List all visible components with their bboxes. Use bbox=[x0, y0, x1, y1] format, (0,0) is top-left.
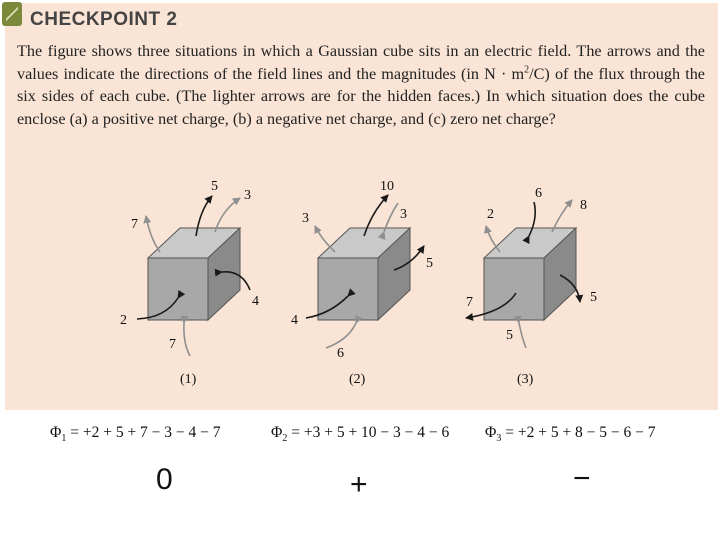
phi-index: 3 bbox=[496, 433, 502, 445]
phi-index: 2 bbox=[282, 433, 288, 445]
flux-label-2-top: 10 bbox=[380, 179, 394, 194]
flux-label-3-top: 6 bbox=[535, 186, 542, 201]
question-part-1: The figure shows three situations in which a Gaussian cube sits in an electric field. The arrows and the values indicate the directions of the field lines and the magnitudes (in N · m bbox=[17, 42, 705, 83]
phi-symbol: Φ bbox=[485, 424, 497, 441]
phi-symbol: Φ bbox=[271, 424, 283, 441]
equation-expression: = +2 + 5 + 8 − 5 − 6 − 7 bbox=[501, 424, 656, 441]
situation-1 bbox=[120, 179, 259, 387]
equation-expression: = +3 + 5 + 10 − 3 − 4 − 6 bbox=[287, 424, 450, 441]
flux-label-2-front: 4 bbox=[291, 313, 298, 328]
answer-situation-3: − bbox=[573, 462, 591, 495]
flux-label-2-right: 5 bbox=[426, 256, 433, 271]
flux-label-1-front: 2 bbox=[120, 313, 127, 328]
checkpoint-title: CHECKPOINT 2 bbox=[30, 9, 178, 30]
flux-label-1-bottom: 7 bbox=[169, 337, 176, 352]
flux-arrow-3-back-out bbox=[552, 200, 572, 232]
flux-arrow-2-bottom-in bbox=[326, 323, 356, 348]
equation-expression: = +2 + 5 + 7 − 3 − 4 − 7 bbox=[66, 424, 221, 441]
phi-symbol: Φ bbox=[50, 424, 62, 441]
flux-label-3-left: 2 bbox=[487, 207, 494, 222]
answer-situation-2: + bbox=[350, 468, 368, 501]
answer-situation-1: 0 bbox=[156, 463, 173, 496]
situation-3-caption: (3) bbox=[517, 372, 534, 387]
flux-equation-2 bbox=[271, 424, 449, 444]
flux-label-3-right: 5 bbox=[590, 290, 597, 305]
situation-2 bbox=[291, 179, 433, 387]
flux-equation-1 bbox=[50, 424, 221, 444]
flux-label-1-top: 5 bbox=[211, 179, 218, 194]
flux-label-1-back: 3 bbox=[244, 188, 251, 203]
cube-1-front bbox=[148, 258, 208, 320]
flux-arrow-1-left-out bbox=[146, 216, 160, 252]
question-part-2: /C) of the flux through the six sides of each cube. (The lighter arrows are for the hidden faces.) In which situation does the cube enclose (a) a positive net charge, (b) a negative net charge, and (c) zero net charge? bbox=[17, 64, 705, 128]
flux-label-1-right: 4 bbox=[252, 294, 259, 309]
situation-3 bbox=[466, 186, 597, 387]
flux-label-3-front: 7 bbox=[466, 295, 473, 310]
phi-index: 1 bbox=[61, 433, 67, 445]
situation-2-caption: (2) bbox=[349, 372, 366, 387]
flux-arrow-1-back-out bbox=[215, 198, 240, 232]
flux-label-2-left: 3 bbox=[302, 211, 309, 226]
flux-label-3-back: 8 bbox=[580, 198, 587, 213]
flux-label-1-left: 7 bbox=[131, 217, 138, 232]
flux-arrow-3-bottom-in bbox=[519, 323, 526, 348]
flux-equation-3 bbox=[485, 424, 656, 444]
flux-label-2-bottom: 6 bbox=[337, 346, 344, 361]
situation-1-caption: (1) bbox=[180, 372, 197, 387]
flux-label-2-back: 3 bbox=[400, 207, 407, 222]
question-superscript: 2 bbox=[524, 64, 530, 76]
flux-arrow-3-left-out bbox=[486, 226, 500, 252]
flux-arrow-2-left-out bbox=[315, 226, 335, 252]
flux-arrow-1-bottom-in bbox=[184, 323, 190, 356]
flux-label-3-bottom: 5 bbox=[506, 328, 513, 343]
